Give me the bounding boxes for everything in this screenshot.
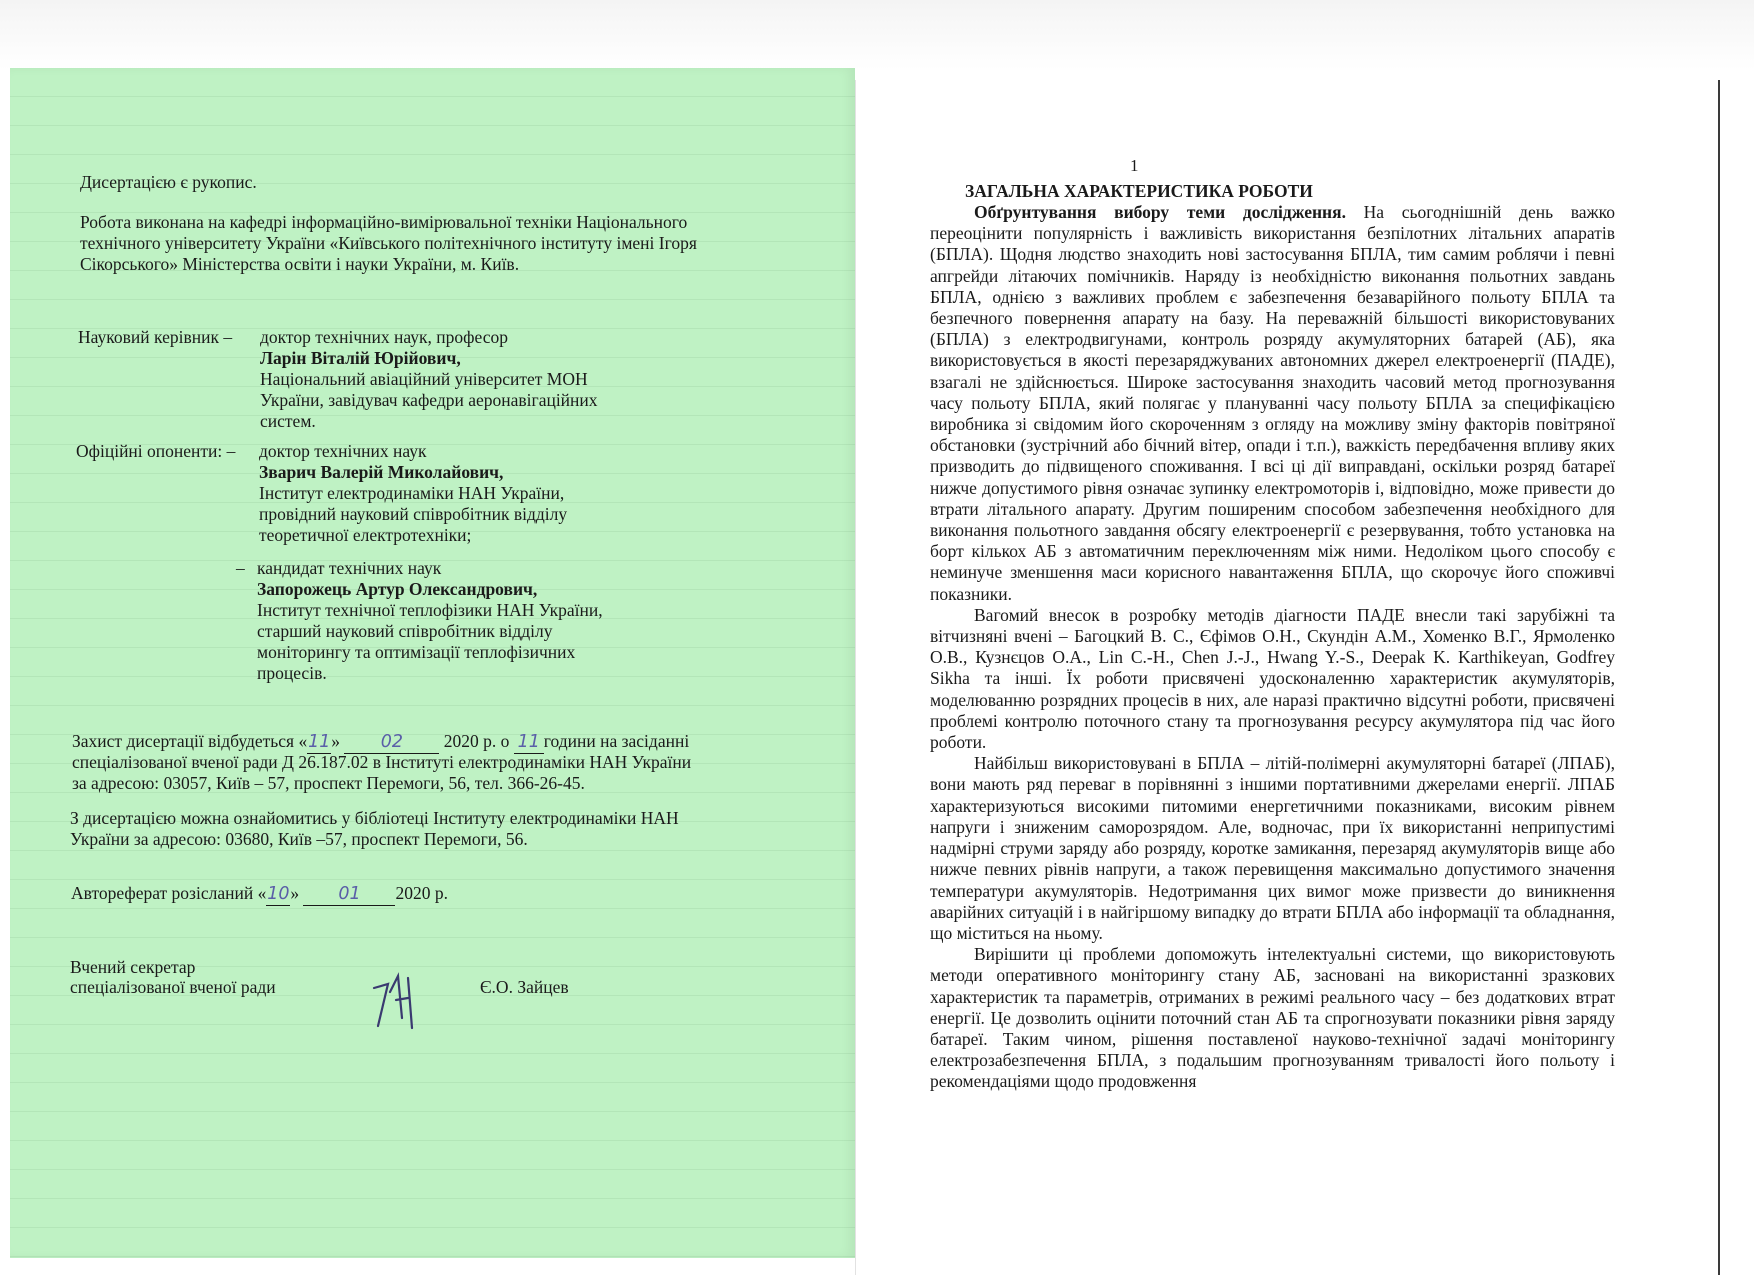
- defense-line-2: спеціалізованої вченої ради Д 26.187.02 в Інституті електродинаміки НАН України: [72, 752, 692, 772]
- opponents-role: Офіційні опоненти: –: [76, 441, 236, 461]
- abstract-sep: »: [290, 883, 300, 903]
- manuscript-note: Дисертацією є рукопис.: [80, 172, 257, 192]
- opponent-degree: кандидат технічних наук: [257, 558, 442, 578]
- secretary-title-1: Вчений секретар: [70, 957, 196, 977]
- defense-year-time: 2020 р. о: [443, 731, 510, 751]
- opponent-second-dash: –: [236, 558, 245, 578]
- opponent-affiliation: теоретичної електротехніки;: [259, 525, 472, 545]
- supervisor-affiliation: Національний авіаційний університет МОН: [260, 369, 588, 389]
- opponent-affiliation: провідний науковий співробітник відділу: [259, 504, 568, 524]
- paragraph-1: [930, 202, 1615, 605]
- paragraph-4: Вирішити ці проблеми допоможуть інтелектуальні системи, що використовують методи оперативного моніторингу стану АБ, засновані на використанні зразкових характеристик та параметрів, отриманих в режимі реального часу – без додаткових втрат енергії. Це дозволить оцінити поточний стан АБ та спрогнозувати показники рівня заряду батареї. Таким чином, рішення поставленої науково-технічної задачі моніторингу електрозабезпечення БПЛА, з подальшим прогнозуванням тривалості його польоту і рекомендаціями щодо продовження: [930, 944, 1615, 1092]
- work-done-line: технічного університету України «Київського політехнічного інституту імені Ігоря: [80, 233, 697, 253]
- abstract-year: 2020 р.: [395, 883, 448, 903]
- defense-hour: 11: [517, 732, 540, 752]
- opponent-affiliation: Інститут електродинаміки НАН України,: [259, 483, 565, 503]
- defense-prefix: Захист дисертації відбудеться «: [72, 731, 308, 751]
- section-heading: ЗАГАЛЬНА ХАРАКТЕРИСТИКА РОБОТИ: [965, 181, 1313, 201]
- secretary-title-2: спеціалізованої вченої ради: [70, 977, 276, 997]
- opponent-affiliation: старший науковий співробітник відділу: [257, 621, 553, 641]
- work-done-line: Сікорського» Міністерства освіти і науки України, м. Київ.: [80, 254, 520, 274]
- supervisor-degree: доктор технічних наук, професор: [260, 327, 508, 347]
- supervisor-affiliation: України, завідувач кафедри аеронавігаційних: [260, 390, 598, 410]
- abstract-prefix: Автореферат розісланий «: [71, 883, 267, 903]
- defense-line-1: [72, 731, 689, 754]
- secretary-name: Є.О. Зайцев: [480, 977, 569, 997]
- library-line: З дисертацією можна ознайомитись у бібліотеці Інституту електродинаміки НАН: [70, 808, 679, 828]
- defense-suffix: години на засіданні: [543, 731, 690, 751]
- signature: [368, 968, 423, 1038]
- opponent-first: [259, 441, 567, 546]
- work-done-block: [80, 212, 697, 275]
- opponent-degree: доктор технічних наук: [259, 441, 427, 461]
- paragraph-2: Вагомий внесок в розробку методів діагности ПАДЕ внесли такі зарубіжні та вітчизняні вчені – Багоцкий В. С., Єфімов О.Н., Скундін А.М., Хоменко В.Г., Ярмоленко О.В., Кузнєцов О.А., Lin C.-H., Chen J.-J., Hwang Y.-S., Deepak K. Karthikeyan, Godfrey Sikha та інші. Їх роботи присвячені удосконаленню характеристик акумуляторів, моделюванню розрядних процесів в них, але наразі практично відсутні роботи, присвячені проблемі контролю поточного стану та прогнозування ресурсу акумулятора під час його роботи.: [930, 604, 1615, 753]
- opponent-name: Запорожець Артур Олександрович,: [257, 579, 538, 599]
- work-done-line: Робота виконана на кафедрі інформаційно-вимірювальної техніки Національного: [80, 212, 688, 232]
- page-number: 1: [1130, 156, 1139, 175]
- paragraph-1-text: На сьогоднішній день важко переоцінити популярність і важливість використання безпілотних літальних апаратів (БПЛА). Щодня людство знаходить нові застосування БПЛА, тим самим роблячи і певні апгрейди літаючих помічників. Наряду із необхідністю виконання польотних завдань БПЛА, однією з важливих проблем є забезпечення безаварійного польоту БПЛА та безпечного повернення апарату на базу. На переважній більшості використовуваних (БПЛА) з електродвигунами, контроль розряду акумуляторних батарей (АБ), яка використовується в якості перезаряджуваних автономних джерел електроенергії (ПАДЕ), взагалі не здійснюється. Широке застосування знаходить часовий метод прогнозування часу польоту БПЛА, який полягає у плануванні часу польоту БПЛА за специфікацією виробника зі свідомим його скороченням з огляду на можливу зміну факторів повітряної обстановки (зустрічний або бічний вітер, опади і т.п.), важкість передбачення впливу яких призводить до підвищеного споживання. І всі ці дії виправдані, оскільки розряд батареї нижче допустимого рівня означає зупинку електромоторів і, відповідно, може привести до втрати літального апарату. Другим поширеним способом забезпечення необхідного для виконання польотного завдання обсягу електроенергії є резервування, тобто установка на борт кількох АБ з автоматичним переключенням між ними. Недоліком цього способу є неминуче зменшення маси корисного навантаження БПЛА, що скорочує його споживчі показники.: [930, 202, 1615, 604]
- opponent-affiliation: Інститут технічної теплофізики НАН України,: [257, 600, 603, 620]
- abstract-sent: [71, 883, 448, 906]
- opponent-name: Зварич Валерій Миколайович,: [259, 462, 504, 482]
- abstract-month: 01: [338, 884, 361, 904]
- opponent-affiliation: моніторингу та оптимізації теплофізичних: [257, 642, 576, 662]
- supervisor-role: Науковий керівник –: [78, 327, 233, 347]
- defense-sep: »: [331, 731, 340, 751]
- paragraph-3: Найбільш використовувані в БПЛА – літій-полімерні акумуляторні батареї (ЛПАБ), вони мають ряд переваг в порівнянні з іншими портативними джерелами енергії. ЛПАБ характеризуються високими питомими енергетичними показниками, високим рівнем напруги і зниженим саморозрядом. Але, водночас, при їх використанні неприпустимі надмірні струми заряду або розряду, коротке замикання, перезаряд акумуляторів вище або нижче певних рівнів напруги, а також перевищення максимально допустимого значення температури акумуляторів. Недотримання цих вимог може призвести до виникнення аварійних ситуацій і в найгіршому випадку до втрати БПЛА або інформації та обладнання, що міститься на ньому.: [930, 753, 1615, 943]
- library-line: України за адресою: 03680, Київ –57, проспект Перемоги, 56.: [70, 829, 528, 849]
- opponent-affiliation: процесів.: [257, 663, 327, 683]
- supervisor-info: [260, 327, 598, 432]
- defense-month: 02: [380, 732, 403, 752]
- supervisor-affiliation: систем.: [260, 411, 316, 431]
- defense-day: 11: [308, 732, 331, 752]
- defense-line-3: за адресою: 03057, Київ – 57, проспект Перемоги, 56, тел. 366-26-45.: [72, 773, 585, 793]
- supervisor-name: Ларін Віталій Юрійович,: [260, 348, 461, 368]
- subheading: Обґрунтування вибору теми дослідження.: [974, 202, 1346, 222]
- body-text: [930, 202, 1615, 1093]
- opponent-second: [257, 558, 603, 684]
- library-block: [70, 808, 679, 850]
- abstract-day: 10: [267, 884, 290, 904]
